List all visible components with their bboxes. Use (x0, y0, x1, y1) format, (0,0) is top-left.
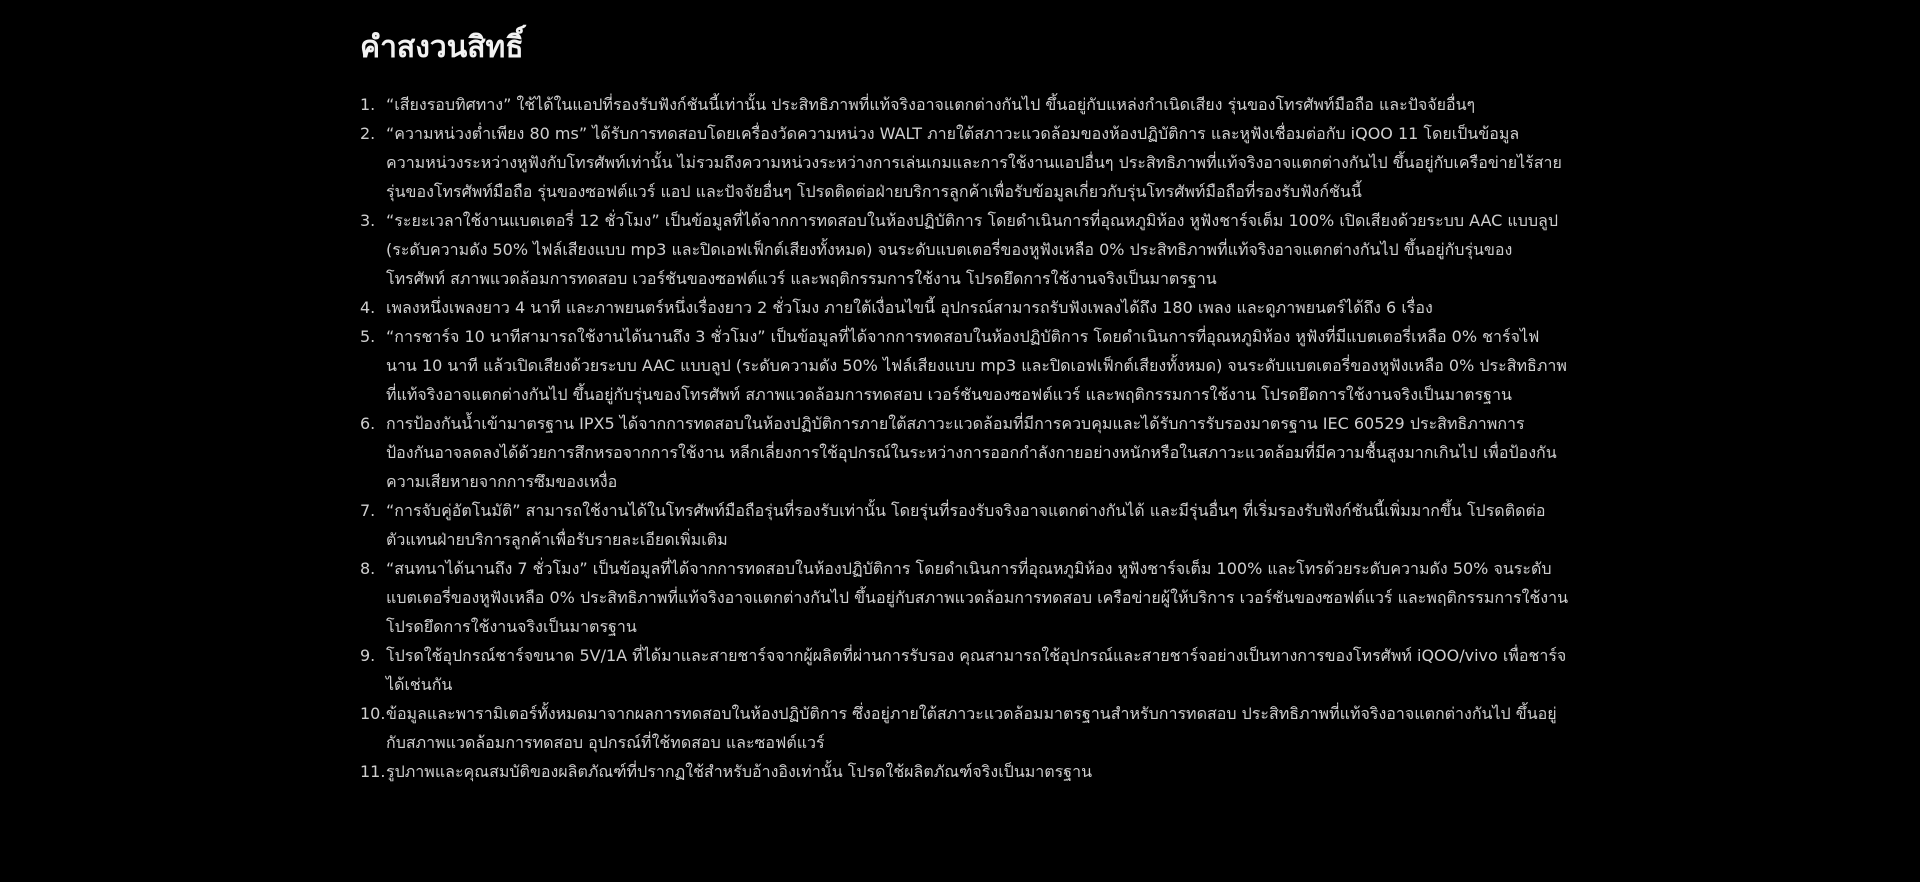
list-item (360, 293, 1570, 322)
list-item (360, 496, 1570, 554)
list-item (360, 554, 1570, 641)
disclaimer-section (360, 28, 1570, 786)
list-item-number: 1. (360, 95, 376, 114)
list-item-text: “ระยะเวลาใช้งานแบตเตอรี่ 12 ชั่วโมง” เป็นข้อมูลที่ได้จากการทดสอบในห้องปฏิบัติการ โดยดำเนินการที่อุณหภูมิห้อง หูฟังชาร์จเต็ม 100% เปิดเสียงด้วยระบบ AAC แบบลูป (ระดับความดัง 50% ไฟล์เสียงแบบ mp3 และปิดเอฟเฟ็กต์เสียงทั้งหมด) จนระดับแบตเตอรี่ของหูฟังเหลือ 0% ประสิทธิภาพที่แท้จริงอาจแตกต่างกันไป ขึ้นอยู่กับรุ่นของโทรศัพท์ สภาพแวดล้อมการทดสอบ เวอร์ชันของซอฟต์แวร์ และพฤติกรรมการใช้งาน โปรดยึดการใช้งานจริงเป็นมาตรฐาน (386, 211, 1558, 288)
list-item (360, 119, 1570, 206)
list-item (360, 90, 1570, 119)
list-item-text: “เสียงรอบทิศทาง” ใช้ได้ในแอปที่รองรับฟังก์ชันนี้เท่านั้น ประสิทธิภาพที่แท้จริงอาจแตกต่างกันไป ขึ้นอยู่กับแหล่งกำเนิดเสียง รุ่นของโทรศัพท์มือถือ และปัจจัยอื่นๆ (386, 95, 1476, 114)
list-item (360, 206, 1570, 293)
list-item-number: 8. (360, 559, 376, 578)
list-item-text: โปรดใช้อุปกรณ์ชาร์จขนาด 5V/1A ที่ได้มาและสายชาร์จจากผู้ผลิตที่ผ่านการรับรอง คุณสามารถใช้อุปกรณ์และสายชาร์จอย่างเป็นทางการของโทรศัพท์ iQOO/vivo เพื่อชาร์จได้เช่นกัน (386, 646, 1567, 694)
list-item (360, 699, 1570, 757)
list-item-text: ข้อมูลและพารามิเตอร์ทั้งหมดมาจากผลการทดสอบในห้องปฏิบัติการ ซึ่งอยู่ภายใต้สภาวะแวดล้อมมาตรฐานสำหรับการทดสอบ ประสิทธิภาพที่แท้จริงอาจแตกต่างกันไป ขึ้นอยู่กับสภาพแวดล้อมการทดสอบ อุปกรณ์ที่ใช้ทดสอบ และซอฟต์แวร์ (386, 704, 1557, 752)
list-item-text: การป้องกันน้ำเข้ามาตรฐาน IPX5 ได้จากการทดสอบในห้องปฏิบัติการภายใต้สภาวะแวดล้อมที่มีการควบคุมและได้รับการรับรองมาตรฐาน IEC 60529 ประสิทธิภาพการป้องกันอาจลดลงได้ด้วยการสึกหรอจากการใช้งาน หลีกเลี่ยงการใช้อุปกรณ์ในระหว่างการออกกำลังกายอย่างหนักหรือในสภาวะแวดล้อมที่มีความชื้นสูงมากเกินไป เพื่อป้องกันความเสียหายจากการซึมของเหงื่อ (386, 414, 1557, 491)
disclaimer-list (360, 90, 1570, 786)
list-item-number: 3. (360, 211, 376, 230)
list-item-text: “ความหน่วงต่ำเพียง 80 ms” ได้รับการทดสอบโดยเครื่องวัดความหน่วง WALT ภายใต้สภาวะแวดล้อมของห้องปฏิบัติการ และหูฟังเชื่อมต่อกับ iQOO 11 โดยเป็นข้อมูลความหน่วงระหว่างหูฟังกับโทรศัพท์เท่านั้น ไม่รวมถึงความหน่วงระหว่างการเล่นเกมและการใช้งานแอปอื่นๆ ประสิทธิภาพที่แท้จริงอาจแตกต่างกันไป ขึ้นอยู่กับเครือข่ายไร้สาย รุ่นของโทรศัพท์มือถือ รุ่นของซอฟต์แวร์ แอป และปัจจัยอื่นๆ โปรดติดต่อฝ่ายบริการลูกค้าเพื่อรับข้อมูลเกี่ยวกับรุ่นโทรศัพท์มือถือที่รองรับฟังก์ชันนี้ (386, 124, 1562, 201)
list-item-number: 9. (360, 646, 376, 665)
list-item-text: รูปภาพและคุณสมบัติของผลิตภัณฑ์ที่ปรากฏใช้สำหรับอ้างอิงเท่านั้น โปรดใช้ผลิตภัณฑ์จริงเป็นมาตรฐาน (386, 762, 1093, 781)
list-item-number: 11. (360, 762, 386, 781)
list-item-number: 7. (360, 501, 376, 520)
list-item-number: 6. (360, 414, 376, 433)
list-item (360, 409, 1570, 496)
list-item-number: 2. (360, 124, 376, 143)
list-item-text: “การจับคู่อัตโนมัติ” สามารถใช้งานได้ในโทรศัพท์มือถือรุ่นที่รองรับเท่านั้น โดยรุ่นที่รองรับจริงอาจแตกต่างกันได้ และมีรุ่นอื่นๆ ที่เริ่มรองรับฟังก์ชันนี้เพิ่มมากขึ้น โปรดติดต่อตัวแทนฝ่ายบริการลูกค้าเพื่อรับรายละเอียดเพิ่มเติม (386, 501, 1546, 549)
list-item (360, 322, 1570, 409)
list-item-text: เพลงหนึ่งเพลงยาว 4 นาที และภาพยนตร์หนึ่งเรื่องยาว 2 ชั่วโมง ภายใต้เงื่อนไขนี้ อุปกรณ์สามารถรับฟังเพลงได้ถึง 180 เพลง และดูภาพยนตร์ได้ถึง 6 เรื่อง (386, 298, 1433, 317)
list-item-number: 10. (360, 704, 386, 723)
list-item-number: 4. (360, 298, 376, 317)
disclaimer-title: คำสงวนสิทธิ์ (360, 30, 524, 65)
list-item (360, 641, 1570, 699)
list-item (360, 757, 1570, 786)
list-item-text: “การชาร์จ 10 นาทีสามารถใช้งานได้นานถึง 3 ชั่วโมง” เป็นข้อมูลที่ได้จากการทดสอบในห้องปฏิบัติการ โดยดำเนินการที่อุณหภูมิห้อง หูฟังที่มีแบตเตอรี่เหลือ 0% ชาร์จไฟนาน 10 นาที แล้วเปิดเสียงด้วยระบบ AAC แบบลูป (ระดับความดัง 50% ไฟล์เสียงแบบ mp3 และปิดเอฟเฟ็กต์เสียงทั้งหมด) จนระดับแบตเตอรี่ของหูฟังเหลือ 0% ประสิทธิภาพที่แท้จริงอาจแตกต่างกันไป ขึ้นอยู่กับรุ่นของโทรศัพท์ สภาพแวดล้อมการทดสอบ เวอร์ชันของซอฟต์แวร์ และพฤติกรรมการใช้งาน โปรดยึดการใช้งานจริงเป็นมาตรฐาน (386, 327, 1567, 404)
list-item-number: 5. (360, 327, 376, 346)
list-item-text: “สนทนาได้นานถึง 7 ชั่วโมง” เป็นข้อมูลที่ได้จากการทดสอบในห้องปฏิบัติการ โดยดำเนินการที่อุณหภูมิห้อง หูฟังชาร์จเต็ม 100% และโทรด้วยระดับความดัง 50% จนระดับแบตเตอรี่ของหูฟังเหลือ 0% ประสิทธิภาพที่แท้จริงอาจแตกต่างกันไป ขึ้นอยู่กับสภาพแวดล้อมการทดสอบ เครือข่ายผู้ให้บริการ เวอร์ชันของซอฟต์แวร์ และพฤติกรรมการใช้งาน โปรดยึดการใช้งานจริงเป็นมาตรฐาน (386, 559, 1569, 636)
